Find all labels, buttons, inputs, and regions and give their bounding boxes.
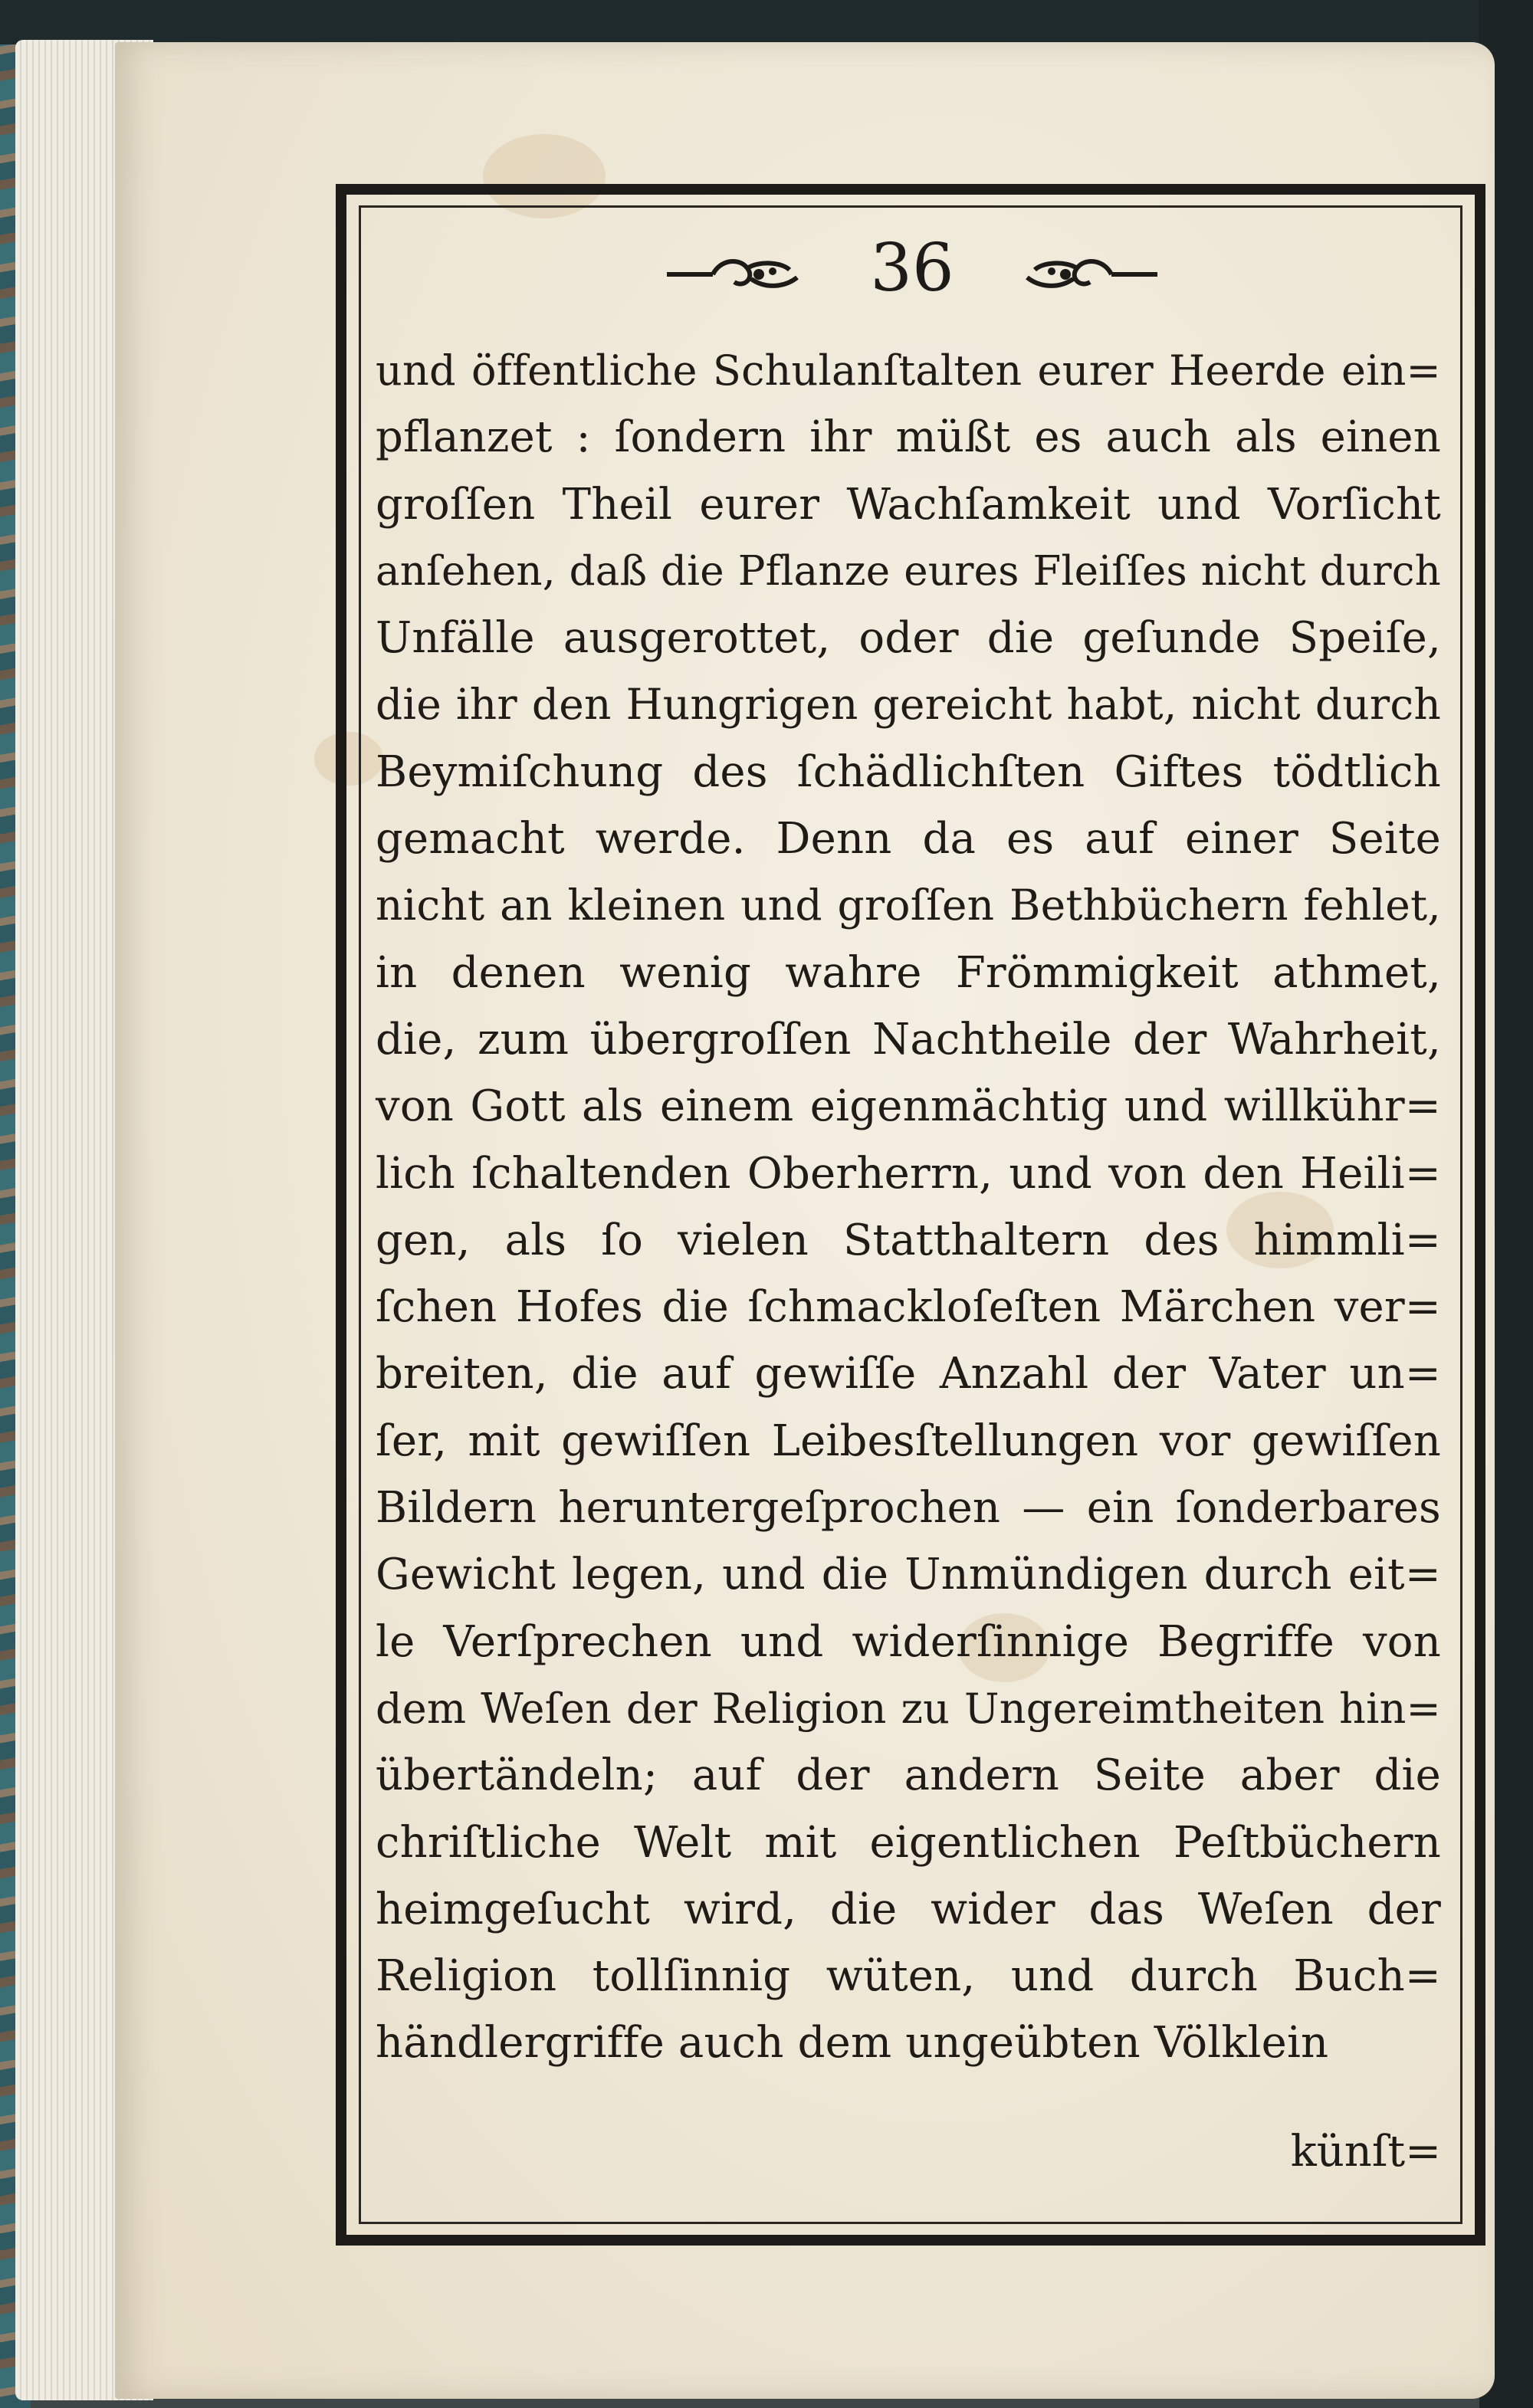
text-line: gen, als ſo vielen Statthaltern des himmli=: [376, 1215, 1441, 1265]
text-line: Religion tollſinnig wüten, und durch Buch=: [376, 1951, 1441, 2002]
text-line: Beymiſchung des ſchädlichſten Giftes tödtlich: [376, 746, 1441, 797]
text-line: in denen wenig wahre Frömmigkeit athmet,: [376, 947, 1441, 998]
catchword: künſt=: [1290, 2127, 1441, 2177]
text-line: gemacht werde. Denn da es auf einer Seite: [376, 814, 1441, 864]
text-line: nicht an kleinen und groſſen Bethbüchern fehlet,: [376, 881, 1441, 930]
text-line: übertändeln; auf der andern Seite aber die: [376, 1750, 1441, 1801]
ornament-left-icon: [667, 251, 805, 297]
text-line: ſer, mit gewiſſen Leibesſtellungen vor gewiſſen: [376, 1416, 1441, 1466]
text-line: die, zum übergroſſen Nachtheile der Wahrheit,: [376, 1014, 1441, 1065]
text-line: händlergriffe auch dem ungeübten Völklein: [376, 2018, 1329, 2068]
text-line: heimgeſucht wird, die wider das Weſen der: [376, 1884, 1441, 1934]
text-line: pflanzet : ſondern ihr müßt es auch als einen: [376, 412, 1441, 463]
text-line: dem Weſen der Religion zu Ungereimtheiten hin=: [376, 1684, 1441, 1733]
text-line: Bildern heruntergeſprochen — ein ſonderbares: [376, 1483, 1441, 1534]
text-line: die ihr den Hungrigen gereicht habt, nicht durch: [376, 680, 1441, 730]
text-line: chriſtliche Welt mit eigentlichen Peſtbüchern: [376, 1817, 1441, 1868]
body-text: [376, 337, 1441, 2077]
background-top: [0, 0, 1533, 44]
text-line: lich ſchaltenden Oberherrn, und von den Heili=: [376, 1148, 1441, 1199]
text-line: Unfälle ausgerottet, oder die geſunde Speiſe,: [376, 613, 1441, 664]
text-line: von Gott als einem eigenmächtig und willkühr=: [376, 1081, 1441, 1132]
page-header: [360, 230, 1464, 314]
text-line: le Verſprechen und widerſinnige Begriffe von: [376, 1616, 1441, 1667]
text-line: und öffentliche Schulanſtalten eurer Heerde ein=: [376, 346, 1441, 395]
text-line: Gewicht legen, und die Unmündigen durch eit=: [376, 1550, 1441, 1600]
ornament-right-icon: [1019, 251, 1157, 297]
page-number: 36: [870, 230, 954, 307]
text-line: ſchen Hofes die ſchmackloſeſten Märchen ver=: [376, 1282, 1441, 1333]
text-line: anſehen, daß die Pflanze eures Fleiſſes nicht durch: [376, 547, 1441, 595]
text-line: breiten, die auf gewiſſe Anzahl der Vater un=: [376, 1349, 1441, 1399]
text-line: groſſen Theil eurer Wachſamkeit und Vorſicht: [376, 479, 1441, 530]
